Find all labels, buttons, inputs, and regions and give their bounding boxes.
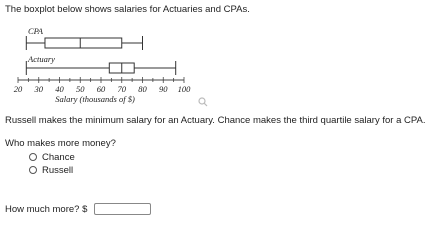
how-much-input[interactable] [94, 203, 151, 215]
cpa-series-label: CPA [28, 26, 43, 36]
question-statement: Russell makes the minimum salary for an Actuary. Chance makes the third quartile salary for a CPA. [5, 115, 425, 126]
cpa-box-group [26, 26, 142, 50]
x-tick-label: 100 [177, 84, 191, 94]
x-axis-label: Salary (thousands of $) [55, 94, 135, 104]
question-intro: The boxplot below shows salaries for Actuaries and CPAs. [5, 4, 250, 15]
salary-boxplot [0, 0, 350, 108]
radio-russell[interactable] [29, 166, 37, 174]
how-much-label: How much more? $ [5, 204, 88, 215]
x-tick-label: 20 [13, 84, 23, 94]
x-tick-label: 50 [76, 84, 85, 94]
x-tick-label: 40 [55, 84, 64, 94]
x-tick-label: 60 [96, 84, 106, 94]
question-prompt: Who makes more money? [5, 138, 116, 149]
cpa-iqr-box [45, 38, 122, 48]
x-tick-label: 80 [138, 84, 147, 94]
option-russell-label: Russell [42, 164, 74, 176]
option-chance[interactable] [29, 151, 75, 163]
x-tick-label: 30 [34, 84, 43, 94]
actuary-box-group [26, 54, 175, 75]
x-tick-label: 70 [117, 84, 126, 94]
zoom-icon[interactable] [198, 94, 208, 112]
option-russell[interactable] [29, 164, 73, 176]
x-tick-label: 90 [159, 84, 168, 94]
radio-chance[interactable] [29, 153, 37, 161]
actuary-series-label: Actuary [28, 54, 55, 64]
option-chance-label: Chance [42, 151, 75, 163]
